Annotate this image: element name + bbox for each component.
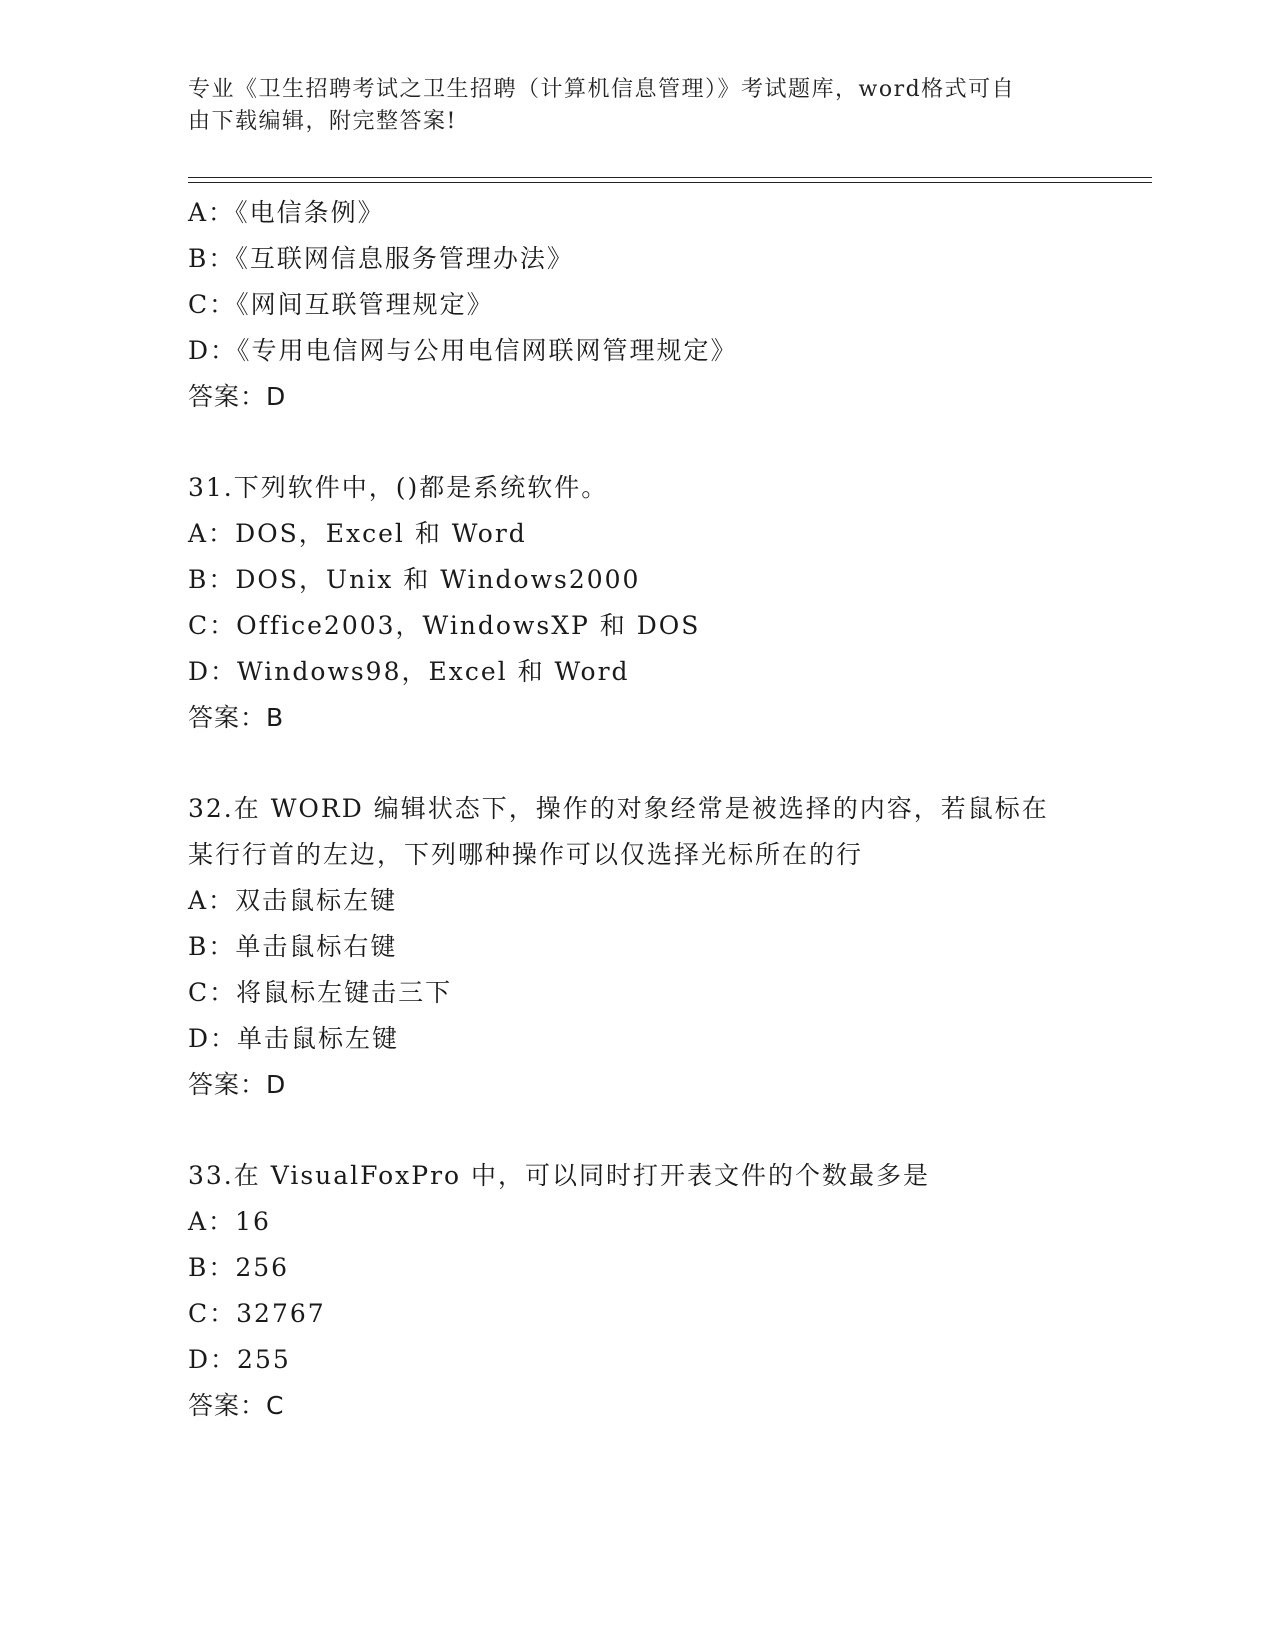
option-text: 单击鼠标左键 [237,1024,400,1053]
question-stem-continued [188,832,1088,878]
header-line-1: 专业《卫生招聘考试之卫生招聘（计算机信息管理）》考试题库，word格式可自 [188,77,1016,102]
answer-label: 答案： [188,1391,267,1420]
option-c [188,603,1088,649]
option-letter: A： [188,519,236,548]
option-text: 《专用电信网与公用电信网联网管理规定》 [237,336,738,365]
option-letter: D： [188,336,238,365]
spacer [188,420,1088,465]
option-letter: D： [188,657,238,686]
option-text: 双击鼠标左键 [235,886,398,915]
option-letter: B： [188,244,236,273]
option-letter: C： [188,1299,237,1328]
question-stem [188,1153,1088,1199]
option-letter: B： [188,932,236,961]
option-text: DOS，Excel 和 Word [235,519,527,548]
header-divider [188,177,1152,183]
question-text: 某行行首的左边，下列哪种操作可以仅选择光标所在的行 [188,840,864,869]
answer-value: C [266,1391,285,1420]
answer-label: 答案： [188,382,267,411]
question-text: 在 WORD 编辑状态下，操作的对象经常是被选择的内容，若鼠标在 [233,794,1049,823]
question-31 [188,465,1088,741]
question-stem [188,786,1088,832]
option-text: 单击鼠标右键 [235,932,398,961]
option-letter: C： [188,978,237,1007]
option-d [188,1016,1088,1062]
option-letter: A： [188,198,236,227]
answer-line [188,695,1088,741]
spacer [188,1108,1088,1153]
answer-label: 答案： [188,703,267,732]
option-d [188,328,1088,374]
option-text: DOS，Unix 和 Windows2000 [235,565,641,594]
option-letter: D： [188,1024,238,1053]
option-a [188,1199,1088,1245]
answer-line [188,1383,1088,1429]
option-text: 32767 [236,1299,326,1328]
option-d [188,649,1088,695]
option-letter: B： [188,565,236,594]
option-text: Office2003，WindowsXP 和 DOS [236,611,701,640]
question-number: 31. [188,473,234,502]
answer-line [188,374,1088,420]
question-33 [188,1153,1088,1429]
header-line-2: 由下载编辑，附完整答案! [188,109,457,134]
question-list [188,190,1088,1429]
option-text: 《电信条例》 [235,198,385,227]
option-b [188,557,1088,603]
option-a [188,878,1088,924]
question-32 [188,786,1088,1108]
question-stem [188,465,1088,511]
answer-value: B [266,703,285,732]
option-text: 《互联网信息服务管理办法》 [235,244,574,273]
question-text: 下列软件中，()都是系统软件。 [233,473,609,502]
option-a [188,511,1088,557]
option-letter: B： [188,1253,236,1282]
option-letter: A： [188,1207,236,1236]
question-text: 在 VisualFoxPro 中，可以同时打开表文件的个数最多是 [233,1161,931,1190]
question-number: 32. [188,794,234,823]
option-b [188,1245,1088,1291]
answer-value: D [266,382,287,411]
option-text: 《网间互联管理规定》 [236,290,494,319]
option-text: 将鼠标左键击三下 [236,978,453,1007]
option-text: 255 [237,1345,291,1374]
option-text: 16 [235,1207,271,1236]
option-text: 256 [235,1253,290,1282]
option-text: Windows98，Excel 和 Word [237,657,630,686]
spacer [188,741,1088,786]
answer-label: 答案： [188,1070,267,1099]
option-b [188,924,1088,970]
option-c [188,1291,1088,1337]
question-number: 33. [188,1161,234,1190]
option-d [188,1337,1088,1383]
option-a [188,190,1088,236]
answer-line [188,1062,1088,1108]
option-letter: C： [188,611,237,640]
document-header [188,74,1068,138]
option-b [188,236,1088,282]
option-letter: C： [188,290,237,319]
answer-value: D [266,1070,287,1099]
question-30-continued [188,190,1088,420]
option-letter: A： [188,886,236,915]
option-c [188,970,1088,1016]
option-letter: D： [188,1345,238,1374]
option-c [188,282,1088,328]
